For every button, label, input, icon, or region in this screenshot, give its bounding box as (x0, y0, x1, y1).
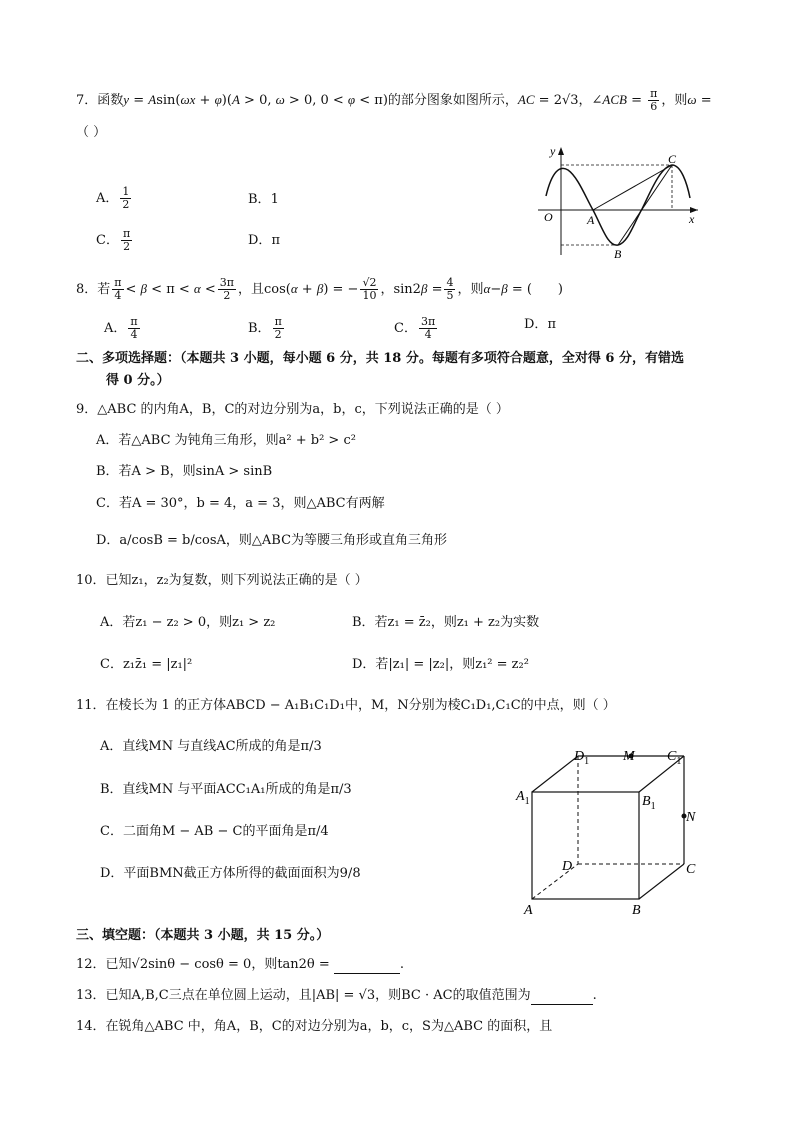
q8-option-d: D．π (524, 317, 556, 332)
section-2-desc: （本题共 3 小题，每小题 6 分，共 18 分。每题有多项符合题意，全对得 6 分，有错选 (180, 351, 684, 366)
cube-label-b1: $B_1$ (642, 794, 656, 812)
q12-text: 12．已知√2sinθ − cosθ = 0，则tan2θ = (76, 957, 334, 972)
q13-answer-blank[interactable] (531, 990, 593, 1005)
q11-cube-diagram (512, 744, 702, 920)
q10-option-d: D．若|z₁| = |z₂|，则z₁² = z₂² (352, 657, 529, 672)
q11-stem: 11．在棱长为 1 的正方体ABCD − A₁B₁C₁D₁中，M，N分别为棱C₁D₁,C₁C的中点，则（ ） (76, 698, 616, 713)
q8-option-c: C． $\frac{3\pi}{4}$ (394, 315, 436, 341)
q10-stem: 10．已知z₁，z₂为复数，则下列说法正确的是（ ） (76, 573, 368, 588)
section-3-desc: （本题共 3 小题，共 15 分。） (154, 928, 330, 943)
point-c-label: C (668, 152, 677, 166)
section-2-header (76, 350, 684, 368)
q14-stem: 14．在锐角△ABC 中，角A，B，C的对边分别为a，b，c，S为△ABC 的面积，且 (76, 1019, 553, 1034)
q13: 13．已知A,B,C三点在单位圆上运动，且|AB| = √3，则BC · AC的取值范围为 . (76, 988, 597, 1003)
q7-option-a: A． $\frac{1}{2}$ (96, 185, 130, 211)
cube-label-m: M (623, 749, 635, 764)
q7-paren: （ ） (76, 125, 107, 140)
q8-stem: 8．若 $\frac{\pi}{4}$ < β < π < α < $\frac{3\pi}{2}$ ，且cos(α + β) = − $\frac{√2}{10}$ ，sin2β = $\frac{4}{5}$ ，则α−β = ( ) (76, 276, 564, 302)
q7-option-c: C． $\frac{\pi}{2}$ (96, 227, 131, 253)
q11-option-c: C．二面角M − AB − C的平面角是π/4 (100, 824, 329, 839)
cube-label-n: N (686, 810, 696, 825)
cube-label-c: C (686, 862, 696, 877)
q9-option-c: C．若A = 30°，b = 4，a = 3，则△ABC有两解 (96, 496, 385, 511)
pi-over-6: $\frac{\pi}{6}$ (650, 87, 658, 113)
section-2-title: 二、多项选择题： (76, 351, 181, 366)
q8-option-a: A． $\frac{\pi}{4}$ (104, 315, 138, 341)
q9-option-d: D．a/cosB = b/cosA，则△ABC为等腰三角形或直角三角形 (96, 533, 448, 548)
cube-label-d: D (562, 859, 573, 874)
q10-option-c: C．z₁z̄₁ = |z₁|² (100, 657, 193, 672)
q10-option-a: A．若z₁ − z₂ > 0，则z₁ > z₂ (100, 615, 276, 630)
q11-option-d: D．平面BMN截正方体所得的截面面积为9/8 (100, 866, 361, 881)
origin-label: O (544, 210, 553, 224)
q7-stem: 7．函数y = Asin(ωx + φ)(A > 0, ω > 0, 0 < φ < π)的部分图象如图所示，AC = 2√3，∠ACB = $\frac{\pi}{6}$ ，则ω = (76, 87, 712, 113)
q9-stem: 9．△ABC 的内角A，B，C的对边分别为a，b，c，下列说法正确的是（ ） (76, 402, 509, 417)
point-a-label: A (587, 213, 595, 227)
q13-text: 13．已知A,B,C三点在单位圆上运动，且|AB| = √3，则BC · AC的取值范围为 (76, 988, 531, 1003)
q9-option-a: A．若△ABC 为钝角三角形，则a² + b² > c² (96, 433, 356, 448)
q11-option-b: B．直线MN 与平面ACC₁A₁所成的角是π/3 (100, 782, 352, 797)
q7-a-value: $\frac{1}{2}$ (122, 185, 130, 211)
y-axis-label: y (550, 144, 556, 158)
q7-option-b: B．1 (248, 192, 279, 207)
section-2-desc-cont: 得 0 分。） (106, 373, 170, 388)
cube-label-c1: $C_1$ (667, 749, 682, 767)
cube-label-a: A (524, 903, 533, 918)
section-3-title: 三、填空题： (76, 928, 155, 943)
q8-option-b: B． $\frac{\pi}{2}$ (248, 315, 282, 341)
x-axis-label: x (689, 212, 695, 226)
cube-label-d1: $D_1$ (574, 749, 590, 767)
q9-option-b: B．若A > B，则sinA > sinB (96, 464, 273, 479)
q7-option-d: D．π (248, 233, 280, 248)
cube-label-b: B (632, 903, 641, 918)
q11-option-a: A．直线MN 与直线AC所成的角是π/3 (100, 739, 322, 754)
section-3-header (76, 927, 329, 945)
point-b-label: B (614, 247, 622, 261)
q7-c-value: $\frac{\pi}{2}$ (122, 227, 131, 253)
q12: 12．已知√2sinθ − cosθ = 0，则tan2θ = . (76, 957, 405, 972)
q12-answer-blank[interactable] (334, 959, 400, 974)
q7-sine-graph (538, 143, 704, 261)
cube-label-a1: $A_1$ (516, 789, 530, 807)
q10-option-b: B．若z₁ = z̄₂，则z₁ + z₂为实数 (352, 615, 540, 630)
